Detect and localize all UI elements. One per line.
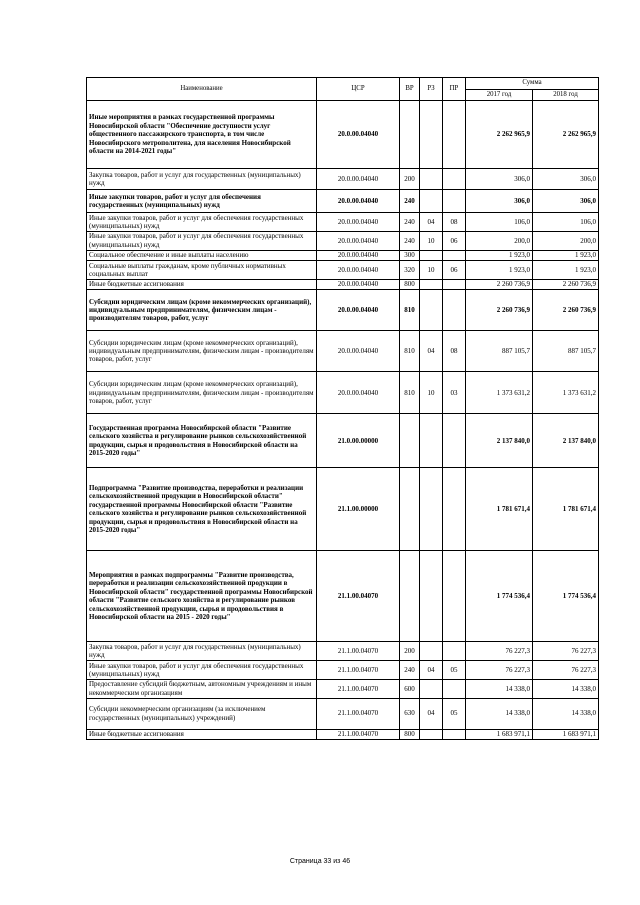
row-csr: 20.0.00.04040	[317, 101, 400, 169]
row-sum-2018: 2 137 840,0	[533, 414, 599, 468]
row-name: Субсидии некоммерческим организациям (за исключением государственных (муниципальных) учреждений)	[87, 698, 317, 729]
row-vr: 810	[400, 372, 420, 414]
row-rz	[420, 729, 443, 739]
row-name: Субсидии юридическим лицам (кроме некоммерческих организаций), индивидуальным предпринимателям, физическим лицам - производителям товаров, работ, услуг	[87, 331, 317, 372]
row-rz	[420, 101, 443, 169]
row-sum-2018: 1 923,0	[533, 261, 599, 280]
row-csr: 20.0.00.04040	[317, 261, 400, 280]
row-sum-2017: 14 338,0	[466, 679, 533, 698]
row-rz: 04	[420, 698, 443, 729]
table-row	[87, 679, 599, 698]
row-rz	[420, 169, 443, 190]
table-row	[87, 231, 599, 250]
table-row	[87, 698, 599, 729]
row-name: Мероприятия в рамках подпрограммы "Развитие производства, переработки и реализации сельскохозяйственной продукции в Новосибирской области" государственной программы Новосибирской области "Развитие сельского хозяйства и регулирование рынков сельскохозяйственной продукции, сырья и продовольствия в Новосибирской области на 2015 - 2020 годы"	[87, 551, 317, 642]
row-vr: 300	[400, 250, 420, 260]
row-rz: 04	[420, 213, 443, 232]
row-sum-2018: 1 774 536,4	[533, 551, 599, 642]
row-vr: 200	[400, 169, 420, 190]
row-sum-2017: 1 923,0	[466, 250, 533, 260]
row-name: Государственная программа Новосибирской области "Развитие сельского хозяйства и регулирование рынков сельскохозяйственной продукции, сырья и продовольствия в Новосибирской области на 2015-2020 годы"	[87, 414, 317, 468]
row-pr: 08	[443, 213, 466, 232]
header-pr: ПР	[443, 78, 466, 101]
header-rz: РЗ	[420, 78, 443, 101]
row-vr: 600	[400, 679, 420, 698]
row-vr	[400, 551, 420, 642]
row-vr	[400, 101, 420, 169]
row-pr	[443, 250, 466, 260]
row-name: Иные закупки товаров, работ и услуг для обеспечения государственных (муниципальных) нужд	[87, 213, 317, 232]
row-name: Иные закупки товаров, работ и услуг для обеспечения государственных (муниципальных) нужд	[87, 190, 317, 213]
row-pr: 06	[443, 261, 466, 280]
table-row	[87, 372, 599, 414]
row-csr: 20.0.00.04040	[317, 250, 400, 260]
row-vr: 810	[400, 290, 420, 331]
row-vr: 800	[400, 729, 420, 739]
row-rz	[420, 250, 443, 260]
row-sum-2017: 887 105,7	[466, 331, 533, 372]
row-sum-2018: 1 923,0	[533, 250, 599, 260]
row-rz: 04	[420, 331, 443, 372]
row-csr: 21.0.00.00000	[317, 414, 400, 468]
row-vr: 240	[400, 661, 420, 680]
row-csr: 21.1.00.04070	[317, 679, 400, 698]
row-name: Иные мероприятия в рамках государственной программы Новосибирской области "Обеспечение доступности услуг общественного пассажирского транспорта, в том числе Новосибирского метрополитена, для населения Новосибирской области на 2014-2021 годы"	[87, 101, 317, 169]
row-vr	[400, 468, 420, 551]
row-rz: 10	[420, 261, 443, 280]
row-name: Предоставление субсидий бюджетным, автономным учреждениям и иным некоммерческим организациям	[87, 679, 317, 698]
row-rz	[420, 414, 443, 468]
row-pr	[443, 101, 466, 169]
row-sum-2018: 1 373 631,2	[533, 372, 599, 414]
row-sum-2018: 76 227,3	[533, 642, 599, 661]
row-pr	[443, 729, 466, 739]
row-rz: 10	[420, 372, 443, 414]
row-rz	[420, 290, 443, 331]
row-sum-2017: 1 923,0	[466, 261, 533, 280]
row-name: Иные закупки товаров, работ и услуг для обеспечения государственных (муниципальных) нужд	[87, 661, 317, 680]
row-pr: 05	[443, 698, 466, 729]
row-sum-2018: 200,0	[533, 231, 599, 250]
row-vr: 200	[400, 642, 420, 661]
header-sum: Сумма	[466, 78, 599, 90]
row-name: Социальное обеспечение и иные выплаты населению	[87, 250, 317, 260]
row-sum-2018: 1 683 971,1	[533, 729, 599, 739]
row-sum-2017: 76 227,3	[466, 642, 533, 661]
row-sum-2017: 1 774 536,4	[466, 551, 533, 642]
row-rz	[420, 551, 443, 642]
row-vr: 240	[400, 231, 420, 250]
row-pr	[443, 190, 466, 213]
row-name: Иные бюджетные ассигнования	[87, 279, 317, 289]
row-rz	[420, 279, 443, 289]
row-sum-2017: 106,0	[466, 213, 533, 232]
row-sum-2018: 1 781 671,4	[533, 468, 599, 551]
row-csr: 20.0.00.04040	[317, 331, 400, 372]
row-sum-2017: 1 373 631,2	[466, 372, 533, 414]
budget-table	[86, 77, 599, 740]
row-csr: 20.0.00.04040	[317, 372, 400, 414]
row-sum-2017: 76 227,3	[466, 661, 533, 680]
row-pr: 05	[443, 661, 466, 680]
row-sum-2018: 306,0	[533, 190, 599, 213]
row-name: Иные закупки товаров, работ и услуг для обеспечения государственных (муниципальных) нужд	[87, 231, 317, 250]
header-vr: ВР	[400, 78, 420, 101]
row-sum-2018: 2 260 736,9	[533, 290, 599, 331]
table-row	[87, 213, 599, 232]
table-row	[87, 729, 599, 739]
row-sum-2017: 1 683 971,1	[466, 729, 533, 739]
table-header	[87, 78, 599, 101]
row-pr	[443, 169, 466, 190]
row-csr: 20.0.00.04040	[317, 279, 400, 289]
row-pr	[443, 414, 466, 468]
row-csr: 21.1.00.04070	[317, 642, 400, 661]
row-csr: 20.0.00.04040	[317, 190, 400, 213]
row-csr: 20.0.00.04040	[317, 290, 400, 331]
row-sum-2018: 2 260 736,9	[533, 279, 599, 289]
table-row	[87, 468, 599, 551]
row-csr: 21.1.00.04070	[317, 551, 400, 642]
row-rz	[420, 190, 443, 213]
table-row	[87, 661, 599, 680]
row-sum-2017: 2 260 736,9	[466, 290, 533, 331]
row-vr: 320	[400, 261, 420, 280]
row-vr: 810	[400, 331, 420, 372]
table-row	[87, 414, 599, 468]
table-row	[87, 279, 599, 289]
row-pr	[443, 468, 466, 551]
table-row	[87, 101, 599, 169]
row-name: Субсидии юридическим лицам (кроме некоммерческих организаций), индивидуальным предпринимателям, физическим лицам - производителям товаров, работ, услуг	[87, 290, 317, 331]
row-pr: 06	[443, 231, 466, 250]
row-name: Социальные выплаты гражданам, кроме публичных нормативных социальных выплат	[87, 261, 317, 280]
row-sum-2017: 2 262 965,9	[466, 101, 533, 169]
row-sum-2017: 2 260 736,9	[466, 279, 533, 289]
row-sum-2017: 306,0	[466, 190, 533, 213]
row-csr: 21.1.00.04070	[317, 661, 400, 680]
table-row	[87, 290, 599, 331]
row-vr: 630	[400, 698, 420, 729]
table-row	[87, 642, 599, 661]
row-vr	[400, 414, 420, 468]
row-rz	[420, 679, 443, 698]
row-name: Иные бюджетные ассигнования	[87, 729, 317, 739]
table-row	[87, 261, 599, 280]
row-rz: 04	[420, 661, 443, 680]
row-sum-2018: 306,0	[533, 169, 599, 190]
row-csr: 21.1.00.00000	[317, 468, 400, 551]
row-sum-2018: 887 105,7	[533, 331, 599, 372]
row-sum-2017: 1 781 671,4	[466, 468, 533, 551]
row-vr: 240	[400, 213, 420, 232]
row-pr	[443, 679, 466, 698]
header-csr: ЦСР	[317, 78, 400, 101]
row-pr: 08	[443, 331, 466, 372]
row-sum-2018: 14 338,0	[533, 679, 599, 698]
row-sum-2018: 14 338,0	[533, 698, 599, 729]
row-sum-2017: 2 137 840,0	[466, 414, 533, 468]
row-vr: 240	[400, 190, 420, 213]
row-name: Закупка товаров, работ и услуг для государственных (муниципальных) нужд	[87, 169, 317, 190]
table-row	[87, 331, 599, 372]
page-number: Страница 33 из 46	[289, 858, 351, 865]
row-sum-2018: 106,0	[533, 213, 599, 232]
row-rz	[420, 468, 443, 551]
row-pr	[443, 551, 466, 642]
row-pr	[443, 290, 466, 331]
row-name: Субсидии юридическим лицам (кроме некоммерческих организаций), индивидуальным предпринимателям, физическим лицам - производителям товаров, работ, услуг	[87, 372, 317, 414]
row-csr: 20.0.00.04040	[317, 169, 400, 190]
row-csr: 21.1.00.04070	[317, 729, 400, 739]
row-sum-2017: 200,0	[466, 231, 533, 250]
table-body	[87, 101, 599, 740]
row-sum-2018: 2 262 965,9	[533, 101, 599, 169]
table-row	[87, 169, 599, 190]
row-csr: 20.0.00.04040	[317, 231, 400, 250]
header-name: Наименование	[87, 78, 317, 101]
row-csr: 21.1.00.04070	[317, 698, 400, 729]
row-name: Закупка товаров, работ и услуг для государственных (муниципальных) нужд	[87, 642, 317, 661]
row-pr	[443, 279, 466, 289]
table-row	[87, 190, 599, 213]
row-vr: 800	[400, 279, 420, 289]
row-name: Подпрограмма "Развитие производства, переработки и реализации сельскохозяйственной продукции в Новосибирской области" государственной программы Новосибирской области "Развитие сельского хозяйства и регулирование рынков сельскохозяйственной продукции, сырья и продовольствия в Новосибирской области на 2015-2020 годы"	[87, 468, 317, 551]
row-pr	[443, 642, 466, 661]
header-2018: 2018 год	[533, 90, 599, 101]
row-sum-2017: 14 338,0	[466, 698, 533, 729]
header-2017: 2017 год	[466, 90, 533, 101]
table-row	[87, 250, 599, 260]
row-sum-2017: 306,0	[466, 169, 533, 190]
row-csr: 20.0.00.04040	[317, 213, 400, 232]
row-rz	[420, 642, 443, 661]
row-pr: 03	[443, 372, 466, 414]
row-sum-2018: 76 227,3	[533, 661, 599, 680]
table-row	[87, 551, 599, 642]
row-rz: 10	[420, 231, 443, 250]
